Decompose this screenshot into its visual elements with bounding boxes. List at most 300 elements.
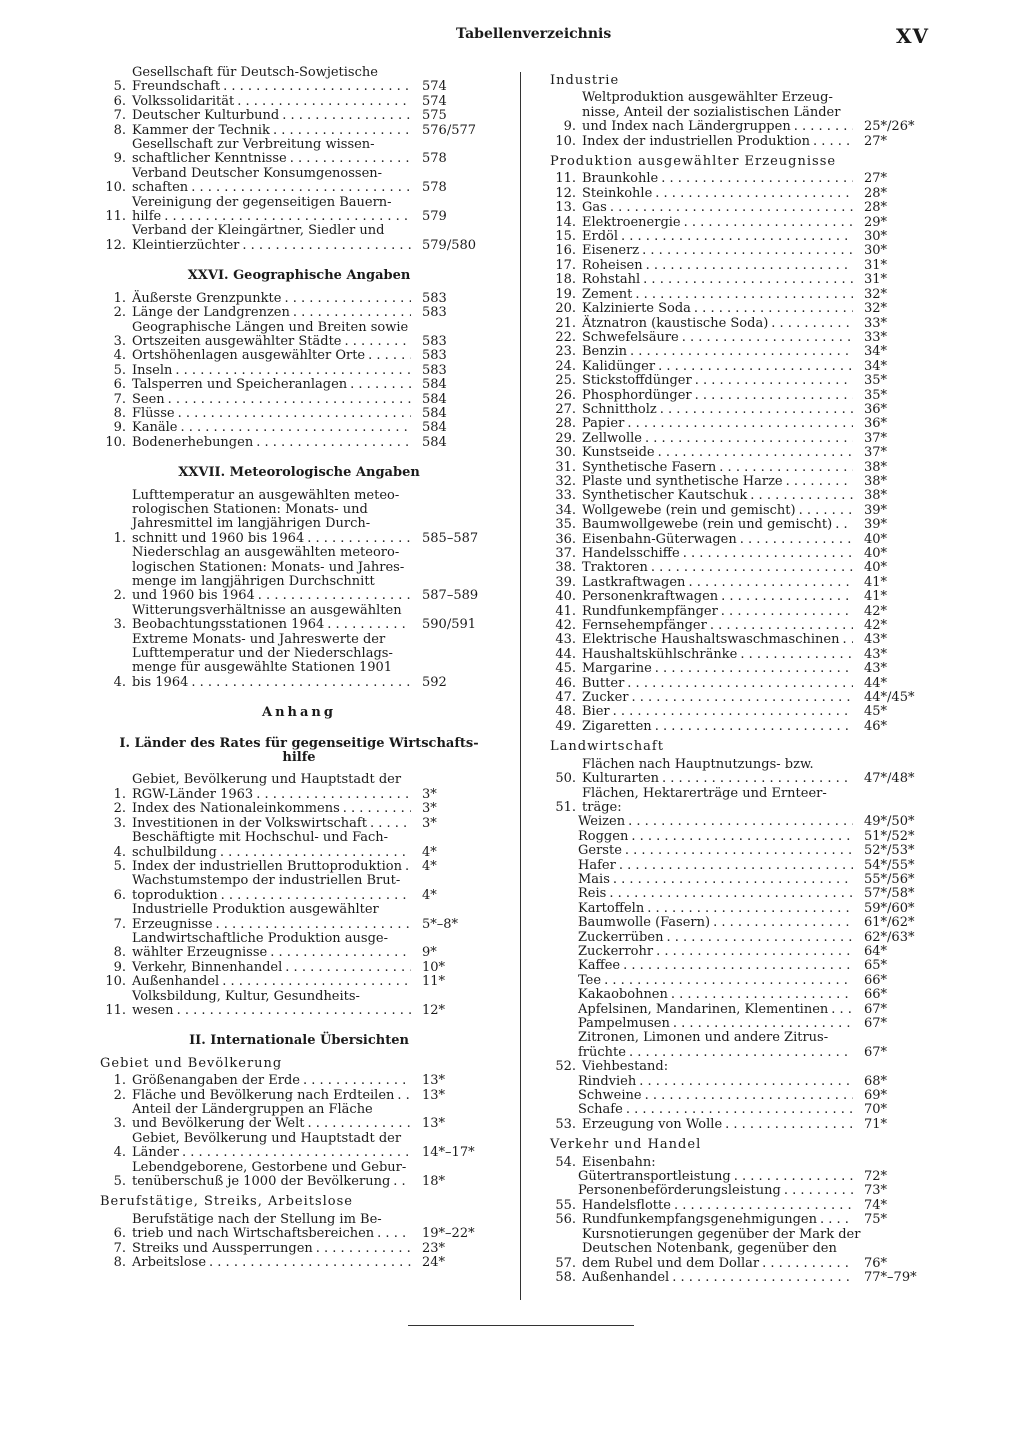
running-header: Tabellenverzeichnis — [456, 26, 612, 42]
toc-entry — [550, 945, 940, 959]
left-column — [100, 66, 498, 1270]
entry-body — [132, 109, 414, 123]
entry-title-line: bis 1964 — [132, 674, 189, 690]
entry-title-line: Handelsflotte — [582, 1197, 671, 1213]
entry-title-line: Elektrische Haushaltswaschmaschinen — [582, 632, 840, 648]
entry-title-line: Gas — [582, 200, 607, 216]
entry-number: 4. — [113, 674, 126, 690]
entry-page: 19*–22* — [422, 1226, 475, 1242]
entry-number: 55. — [555, 1197, 576, 1213]
entry-last-line — [582, 533, 856, 547]
entry-page: 583 — [422, 333, 447, 349]
toc-entry — [100, 633, 498, 691]
entry-last-line — [132, 421, 414, 435]
entry-last-line — [132, 1227, 414, 1241]
entry-last-line — [582, 446, 856, 460]
entry-page: 583 — [422, 290, 447, 306]
dot-leader — [683, 547, 853, 561]
entry-number: 8. — [113, 405, 126, 421]
entry-title-line: Wollgewebe (rein und gemischt) — [582, 502, 796, 518]
toc-entry — [100, 773, 498, 802]
toc-entry — [100, 1074, 498, 1088]
entry-page: 4* — [422, 887, 437, 903]
entry-title-line: Verkehr, Binnenhandel — [132, 959, 283, 975]
entry-title-line: Viehbestand: — [582, 1059, 669, 1075]
entry-last-line — [582, 403, 856, 417]
entry-body — [582, 135, 856, 149]
entry-number: 23. — [555, 344, 576, 360]
entry-last-line — [132, 95, 414, 109]
entry-number: 3. — [113, 1116, 126, 1132]
entry-body — [132, 1242, 414, 1256]
entry-body — [132, 1089, 414, 1103]
entry-last-line — [132, 676, 414, 690]
entry-last-line — [582, 633, 856, 647]
toc-entry — [550, 244, 940, 258]
entry-body — [582, 374, 856, 388]
dot-leader — [721, 605, 853, 619]
entry-number: 14. — [555, 214, 576, 230]
entry-body — [550, 830, 856, 844]
entry-page: 77*–79* — [864, 1269, 917, 1285]
entry-page: 67* — [864, 1016, 888, 1031]
dot-leader — [835, 518, 853, 532]
entry-last-line — [132, 846, 414, 860]
entry-title-line: toproduktion — [132, 887, 218, 903]
entry-title-line: schulbildung — [132, 844, 217, 860]
entry-last-line — [132, 181, 414, 195]
entry-last-line — [132, 109, 414, 123]
toc-entry — [550, 461, 940, 475]
dot-leader — [168, 393, 411, 407]
entry-body — [582, 187, 856, 201]
entry-body — [582, 691, 856, 705]
entry-body — [582, 561, 856, 575]
entry-page: 67* — [864, 1044, 888, 1060]
entry-title-line: Beobachtungsstationen 1964 — [132, 617, 325, 633]
entry-last-line — [582, 187, 856, 201]
dot-leader — [613, 873, 853, 887]
dot-leader — [771, 317, 853, 331]
entry-page: 68* — [864, 1073, 888, 1089]
toc-entry — [550, 787, 940, 816]
dot-leader — [343, 802, 411, 816]
toc-entry — [100, 903, 498, 932]
entry-last-line — [582, 461, 856, 475]
dot-leader — [631, 691, 853, 705]
toc-entry — [100, 604, 498, 633]
entry-page: 5*–8* — [422, 916, 459, 932]
entry-title-line: Gütertransportleistung — [578, 1169, 731, 1185]
entry-last-line — [582, 317, 856, 331]
toc-entry — [550, 830, 940, 844]
subsection-heading: Produktion ausgewählter Erzeugnisse — [550, 154, 837, 170]
entry-title-line: Volksbildung, Kultur, Gesundheits- — [132, 988, 360, 1004]
entry-title-line: Personenkraftwagen — [582, 589, 719, 605]
entry-body — [132, 773, 414, 802]
entry-page: 574 — [422, 93, 447, 109]
entry-body — [132, 990, 414, 1019]
entry-body — [550, 1075, 856, 1089]
entry-number: 4. — [113, 844, 126, 860]
toc-entry — [100, 817, 498, 831]
entry-page: 33* — [864, 315, 888, 331]
entry-page: 32* — [864, 301, 888, 317]
entry-number: 3. — [113, 617, 126, 633]
section-heading: Anhang — [262, 705, 336, 721]
entry-title-line: RGW-Länder 1963 — [132, 786, 254, 802]
entry-last-line — [132, 393, 414, 407]
entry-title-line: Deutschen Notenbank, gegenüber den — [582, 1241, 837, 1257]
entry-last-line — [582, 360, 856, 374]
entry-title-line: Elektroenergie — [582, 214, 681, 230]
entry-last-line — [550, 1075, 856, 1089]
entry-page: 18* — [422, 1174, 446, 1190]
toc-entry — [550, 844, 940, 858]
entry-title-line: Erzeugung von Wolle — [582, 1116, 723, 1132]
entry-page: 62*/63* — [864, 929, 915, 945]
entry-title-line: Papier — [582, 416, 625, 432]
toc-entry — [100, 109, 498, 123]
entry-page: 72* — [864, 1169, 888, 1185]
dot-leader — [180, 421, 411, 435]
entry-title-line: Seen — [132, 391, 165, 407]
entry-title-line: Volkssolidarität — [132, 93, 235, 109]
entry-number: 43. — [555, 632, 576, 648]
entry-page: 35* — [864, 387, 888, 403]
entry-body — [582, 302, 856, 316]
entry-number: 32. — [555, 473, 576, 489]
dot-leader — [647, 902, 853, 916]
toc-entry — [550, 172, 940, 186]
entry-body — [582, 633, 856, 647]
entry-page: 41* — [864, 589, 888, 605]
entry-title-line: Hafer — [578, 857, 616, 873]
entry-last-line — [550, 916, 856, 930]
entry-title-line: Steinkohle — [582, 185, 653, 201]
entry-title-line: Erzeugnisse — [132, 916, 213, 932]
entry-number: 5. — [113, 858, 126, 874]
entry-page: 27* — [864, 133, 888, 149]
dot-leader — [646, 259, 853, 273]
entry-number: 50. — [555, 771, 576, 787]
entry-title-line: Haushaltskühlschränke — [582, 646, 738, 662]
dot-leader — [293, 306, 411, 320]
entry-body — [582, 590, 856, 604]
dot-leader — [377, 1227, 411, 1241]
toc-entry — [550, 1118, 940, 1132]
entry-number: 27. — [555, 401, 576, 417]
entry-last-line — [132, 1242, 414, 1256]
entry-body — [132, 292, 414, 306]
entry-page: 39* — [864, 517, 888, 533]
toc-entry — [550, 518, 940, 532]
toc-entry — [100, 124, 498, 138]
entry-number: 1. — [113, 290, 126, 306]
entry-number: 10. — [555, 133, 576, 149]
entry-number: 36. — [555, 531, 576, 547]
dot-leader — [284, 292, 411, 306]
entry-number: 44. — [555, 646, 576, 662]
entry-title-line: Schweine — [578, 1088, 642, 1104]
entry-number: 9. — [113, 151, 126, 167]
entry-title-line: Pampelmusen — [578, 1016, 670, 1031]
entry-last-line — [550, 873, 856, 887]
entry-title-line: Außenhandel — [582, 1269, 670, 1285]
entry-title-line: Kursnotierungen gegenüber der Mark der — [582, 1226, 861, 1242]
toc-entry — [550, 201, 940, 215]
toc-entry — [100, 292, 498, 306]
entry-title-line: Talsperren und Speicheranlagen — [132, 377, 348, 393]
entry-body — [550, 959, 856, 973]
entry-page: 583 — [422, 348, 447, 364]
entry-body — [582, 518, 856, 532]
dot-leader — [627, 417, 853, 431]
entry-number: 12. — [555, 185, 576, 201]
entry-body — [582, 720, 856, 734]
dot-leader — [270, 946, 411, 960]
entry-title-line: Phosphordünger — [582, 387, 692, 403]
entry-last-line — [582, 172, 856, 186]
entry-number: 7. — [113, 916, 126, 932]
toc-entry — [550, 902, 940, 916]
dot-leader — [799, 504, 853, 518]
entry-number: 28. — [555, 416, 576, 432]
entry-body — [582, 259, 856, 273]
entry-number: 17. — [555, 257, 576, 273]
toc-entry — [100, 224, 498, 253]
entry-body — [582, 787, 856, 816]
entry-title-line: schnitt und 1960 bis 1964 — [132, 530, 305, 546]
entry-page: 40* — [864, 531, 888, 547]
entry-number: 6. — [113, 887, 126, 903]
entry-title-line: Investitionen in der Volkswirtschaft — [132, 815, 367, 831]
entry-last-line — [132, 817, 414, 831]
entry-body — [582, 201, 856, 215]
entry-page: 59*/60* — [864, 900, 915, 916]
dot-leader — [308, 1117, 412, 1131]
entry-title-line: früchte — [578, 1044, 626, 1060]
entry-title-line: Eisenbahn: — [582, 1154, 656, 1170]
entry-page: 43* — [864, 661, 888, 677]
entry-body — [550, 988, 856, 1002]
entry-body — [132, 167, 414, 196]
toc-entry — [550, 1170, 940, 1184]
entry-title-line: Anteil der Ländergruppen an Fläche — [132, 1102, 373, 1117]
entry-last-line — [132, 364, 414, 378]
entry-number: 8. — [113, 122, 126, 138]
entry-body — [132, 961, 414, 975]
entry-body — [582, 1271, 856, 1285]
entry-body — [132, 932, 414, 961]
entry-number: 7. — [113, 108, 126, 124]
toc-entry — [550, 403, 940, 417]
entry-body — [582, 403, 856, 417]
toc-entry — [100, 961, 498, 975]
entry-title-line: menge im langjährigen Durchschnitt — [132, 574, 375, 589]
entry-number: 10. — [105, 434, 126, 450]
entry-number: 34. — [555, 502, 576, 518]
entry-last-line — [582, 720, 856, 734]
entry-page: 584 — [422, 420, 447, 436]
entry-page: 584 — [422, 391, 447, 407]
entry-page: 3* — [422, 786, 437, 802]
entry-page: 10* — [422, 959, 446, 975]
entry-last-line — [550, 974, 856, 988]
entry-page: 49*/50* — [864, 814, 915, 830]
entry-title-line: Länder — [132, 1145, 179, 1161]
entry-title-line: Gebiet, Bevölkerung und Hauptstadt der — [132, 772, 402, 788]
toc-entry — [550, 1089, 940, 1103]
entry-last-line — [132, 335, 414, 349]
entry-number: 9. — [113, 959, 126, 975]
entry-title-line: und Bevölkerung der Welt — [132, 1116, 305, 1132]
dot-leader — [627, 677, 853, 691]
bottom-rule — [408, 1325, 634, 1326]
toc-entry — [100, 321, 498, 350]
entry-page: 29* — [864, 214, 888, 230]
toc-entry — [550, 475, 940, 489]
entry-title-line: Mais — [578, 871, 610, 887]
toc-entry — [550, 230, 940, 244]
toc-entry — [100, 407, 498, 421]
entry-page: 36* — [864, 416, 888, 432]
entry-last-line — [582, 1213, 856, 1227]
entry-page: 32* — [864, 286, 888, 302]
entry-body — [550, 873, 856, 887]
entry-title-line: logischen Stationen: Monats- und Jahres- — [132, 559, 405, 575]
entry-last-line — [132, 918, 414, 932]
entry-title-line: Kulturarten — [582, 771, 660, 787]
entry-page: 27* — [864, 171, 888, 187]
entry-page: 4* — [422, 844, 437, 860]
entry-number: 5. — [113, 79, 126, 95]
entry-body — [582, 273, 856, 287]
toc-entry — [100, 1256, 498, 1270]
dot-leader — [182, 1146, 411, 1160]
entry-page: 575 — [422, 108, 447, 124]
entry-last-line — [582, 135, 856, 149]
entry-title-line: Flächen nach Hauptnutzungs- bzw. — [582, 756, 814, 772]
dot-leader — [635, 288, 853, 302]
toc-entry — [550, 1060, 940, 1074]
entry-page: 584 — [422, 377, 447, 393]
entry-last-line — [582, 518, 856, 532]
entry-number: 24. — [555, 358, 576, 374]
entry-page: 43* — [864, 646, 888, 662]
dot-leader — [813, 135, 853, 149]
dot-leader — [630, 345, 853, 359]
toc-entry — [100, 546, 498, 604]
entry-page: 70* — [864, 1102, 888, 1118]
dot-leader — [719, 461, 853, 475]
entry-number: 7. — [113, 391, 126, 407]
entry-body — [582, 1060, 856, 1074]
entry-number: 39. — [555, 574, 576, 590]
entry-page: 33* — [864, 329, 888, 345]
entry-page: 66* — [864, 972, 888, 988]
entry-last-line — [582, 1271, 856, 1285]
entry-last-line — [582, 561, 856, 575]
entry-page: 13* — [422, 1116, 446, 1132]
toc-entry — [550, 389, 940, 403]
column-divider — [520, 72, 521, 1300]
entry-page: 75* — [864, 1212, 888, 1228]
entry-number: 29. — [555, 430, 576, 446]
toc-entry — [100, 1242, 498, 1256]
entry-page: 14*–17* — [422, 1145, 475, 1161]
entry-title-line: Kaffee — [578, 958, 621, 974]
subsection-heading: Gebiet und Bevölkerung — [100, 1055, 283, 1071]
toc-entry — [550, 619, 940, 633]
toc-entry — [550, 691, 940, 705]
entry-page: 74* — [864, 1197, 888, 1213]
entry-body — [582, 619, 856, 633]
entry-last-line — [132, 239, 414, 253]
toc-entry — [100, 167, 498, 196]
entry-title-line: Kanäle — [132, 420, 178, 436]
entry-body — [582, 705, 856, 719]
dot-leader — [651, 561, 853, 575]
entry-title-line: Berufstätige nach der Stellung im Be- — [132, 1211, 382, 1227]
dot-leader — [639, 1075, 853, 1089]
dot-leader — [191, 181, 411, 195]
entry-page: 31* — [864, 272, 888, 288]
entry-body — [582, 533, 856, 547]
toc-entry — [550, 288, 940, 302]
toc-entry — [550, 1156, 940, 1170]
entry-number: 9. — [113, 420, 126, 436]
entry-last-line — [550, 830, 856, 844]
entry-title-line: Plaste und synthetische Harze — [582, 473, 783, 489]
dot-leader — [786, 475, 853, 489]
entry-page: 574 — [422, 79, 447, 95]
entry-body — [582, 91, 856, 134]
entry-title-line: Synthetische Fasern — [582, 459, 717, 475]
entry-title-line: Kalidünger — [582, 358, 656, 374]
entry-page: 44* — [864, 675, 888, 691]
toc-entry — [550, 931, 940, 945]
toc-entry — [550, 547, 940, 561]
dot-leader — [222, 975, 411, 989]
entry-body — [132, 436, 414, 450]
entry-last-line — [582, 677, 856, 691]
dot-leader — [350, 378, 411, 392]
entry-page: 54*/55* — [864, 857, 915, 873]
entry-last-line — [132, 1256, 414, 1270]
entry-number: 57. — [555, 1255, 576, 1271]
entry-number: 1. — [113, 786, 126, 802]
entry-last-line — [582, 288, 856, 302]
entry-number: 21. — [555, 315, 576, 331]
entry-title-line: Baumwollgewebe (rein und gemischt) — [582, 517, 833, 533]
entry-body — [582, 432, 856, 446]
entry-number: 48. — [555, 704, 576, 720]
toc-entry — [550, 988, 940, 1002]
entry-number: 58. — [555, 1269, 576, 1285]
entry-title-line: Rohstahl — [582, 272, 641, 288]
entry-title-line: menge für ausgewählte Stationen 1901 — [132, 660, 393, 676]
entry-title-line: Gerste — [578, 843, 622, 859]
entry-number: 4. — [113, 1145, 126, 1161]
entry-body — [550, 1089, 856, 1103]
entry-page: 3* — [422, 815, 437, 831]
entry-page: 23* — [422, 1240, 446, 1256]
entry-last-line — [582, 201, 856, 215]
entry-page: 587–589 — [422, 588, 479, 604]
dot-leader — [642, 244, 853, 258]
dot-leader — [256, 788, 411, 802]
